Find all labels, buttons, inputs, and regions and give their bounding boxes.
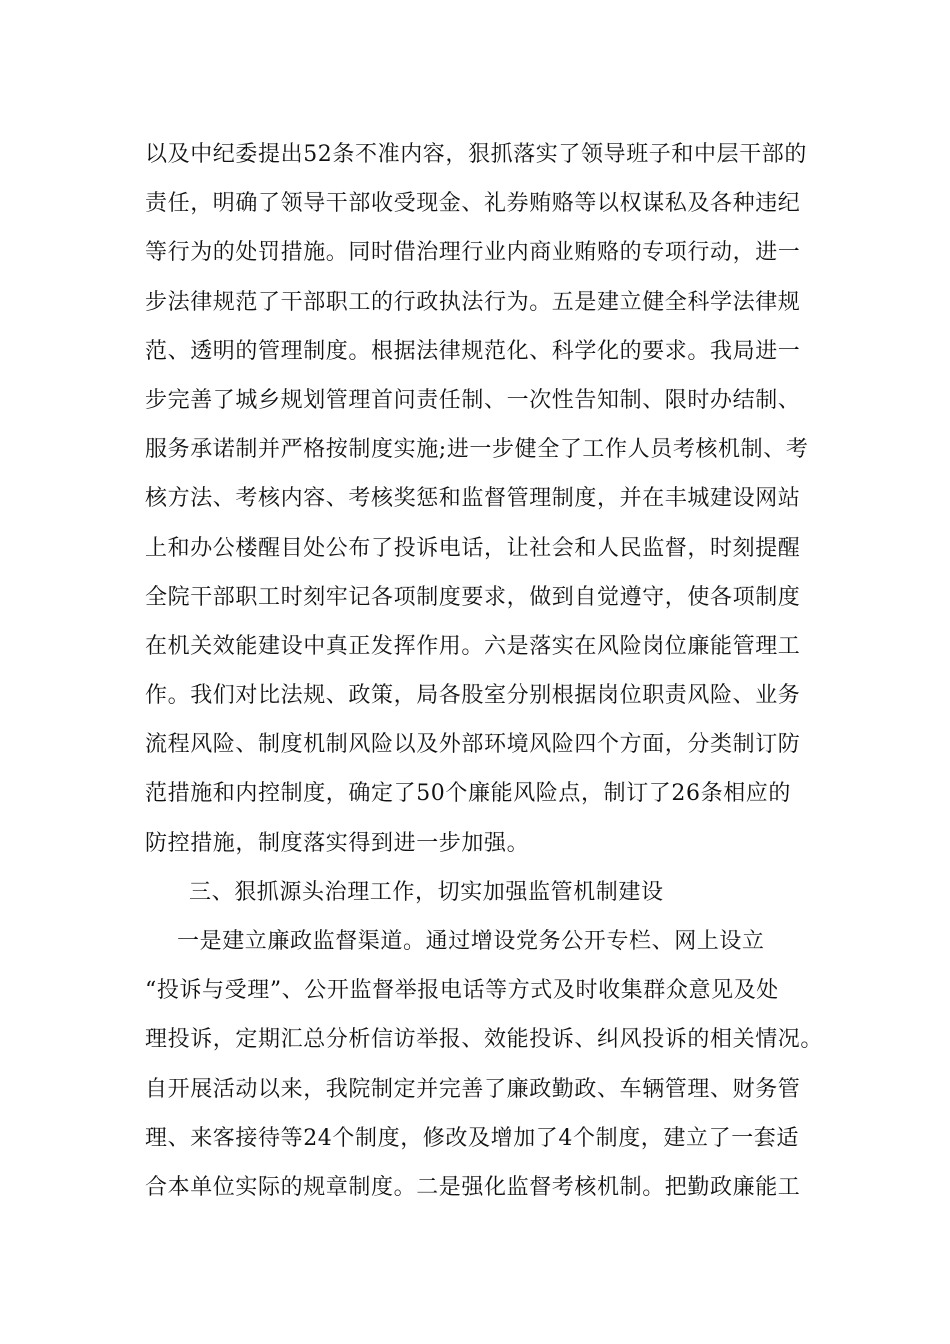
body-line: 等行为的处罚措施。同时借治理行业内商业贿赂的专项行动，进一	[145, 240, 801, 266]
body-line: 防控措施，制度落实得到进一步加强。	[145, 830, 530, 856]
paragraph-line: 自开展活动以来，我院制定并完善了廉政勤政、车辆管理、财务管	[145, 1076, 801, 1102]
body-line: 作。我们对比法规、政策，局各股室分别根据岗位职责风险、业务	[145, 683, 801, 709]
body-line: 责任，明确了领导干部收受现金、礼券贿赂等以权谋私及各种违纪	[145, 191, 801, 217]
body-line: 服务承诺制并严格按制度实施;进一步健全了工作人员考核机制、考	[145, 437, 809, 463]
body-line: 全院干部职工时刻牢记各项制度要求，做到自觉遵守，使各项制度	[145, 584, 801, 610]
document-body	[145, 130, 825, 1212]
paragraph-line: “投诉与受理”、公开监督举报电话等方式及时收集群众意见及处	[145, 978, 779, 1004]
body-line: 步法律规范了干部职工的行政执法行为。五是建立健全科学法律规	[145, 289, 801, 315]
paragraph-line: 理、来客接待等24个制度，修改及增加了4个制度，建立了一套适	[145, 1125, 799, 1151]
body-line: 核方法、考核内容、考核奖惩和监督管理制度，并在丰城建设网站	[145, 486, 801, 512]
body-line: 上和办公楼醒目处公布了投诉电话，让社会和人民监督，时刻提醒	[145, 535, 801, 561]
body-line: 步完善了城乡规划管理首问责任制、一次性告知制、限时办结制、	[145, 387, 801, 413]
paragraph-line: 一是建立廉政监督渠道。通过增设党务公开专栏、网上设立	[177, 929, 765, 954]
section-heading: 三、狠抓源头治理工作，切实加强监管机制建设	[189, 879, 664, 905]
paragraph-line: 合本单位实际的规章制度。二是强化监督考核机制。把勤政廉能工	[145, 1174, 801, 1200]
body-line: 范、透明的管理制度。根据法律规范化、科学化的要求。我局进一	[145, 338, 801, 364]
paragraph-line: 理投诉，定期汇总分析信访举报、效能投诉、纠风投诉的相关情况。	[145, 1027, 824, 1053]
body-line: 在机关效能建设中真正发挥作用。六是落实在风险岗位廉能管理工	[145, 633, 801, 659]
body-line: 流程风险、制度机制风险以及外部环境风险四个方面，分类制订防	[145, 732, 801, 758]
body-line: 范措施和内控制度，确定了50个廉能风险点，制订了26条相应的	[145, 781, 791, 807]
body-line: 以及中纪委提出52条不准内容，狠抓落实了领导班子和中层干部的	[145, 142, 807, 167]
